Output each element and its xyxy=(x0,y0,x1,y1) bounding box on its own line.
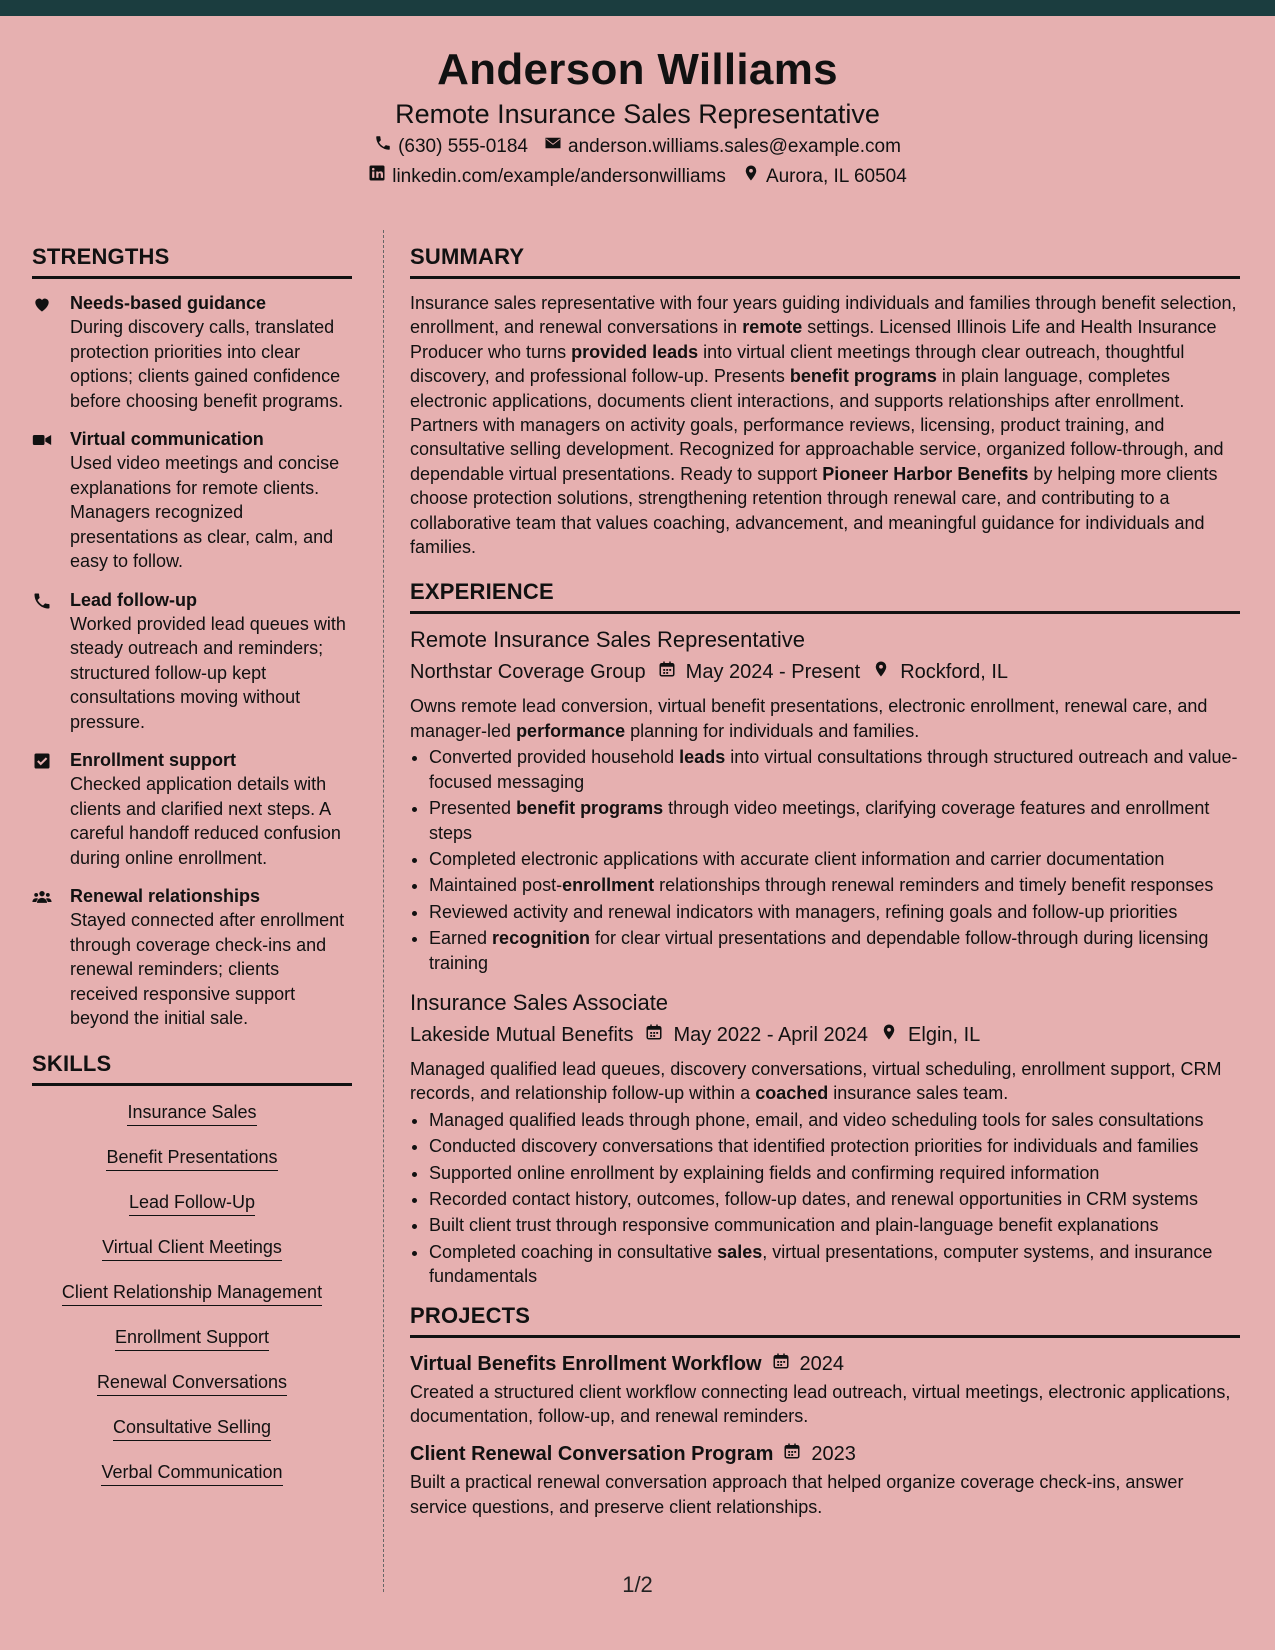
map-pin-icon xyxy=(872,658,890,686)
skill-row xyxy=(32,1190,352,1235)
project-description: Created a structured client workflow connecting lead outreach, virtual meetings, electronic applications, documentation, follow-up, and renewal reminders. xyxy=(410,1381,1231,1426)
project-year: 2023 xyxy=(811,1443,856,1466)
bullet-item: • Managed qualified leads through phone, email, and video scheduling tools for sales consultations xyxy=(429,1108,1240,1132)
strength-body xyxy=(70,427,352,574)
project-description: Built a practical renewal conversation approach that helped organize coverage check-ins, answer service questions, and preserve client relationships. xyxy=(410,1472,1184,1517)
bullet-item: • Converted provided household leads into virtual consultations through structured outreach and value-focused messaging xyxy=(429,745,1240,794)
skills-list xyxy=(32,1100,352,1505)
skill-item: Lead Follow-Up xyxy=(129,1190,255,1216)
map-pin-icon xyxy=(742,162,760,192)
company-name: Lakeside Mutual Benefits xyxy=(410,1023,634,1046)
strengths-heading: STRENGTHS xyxy=(32,244,352,279)
video-icon xyxy=(32,427,70,574)
skill-row xyxy=(32,1100,352,1145)
checkbox-icon xyxy=(32,748,70,870)
email-text: anderson.williams.sales@example.com xyxy=(568,136,901,157)
contact-phone[interactable] xyxy=(374,132,528,162)
location-text: Aurora, IL 60504 xyxy=(765,166,907,187)
job-meta xyxy=(410,1021,1240,1049)
skill-item: Enrollment Support xyxy=(115,1325,269,1351)
skill-row xyxy=(32,1325,352,1370)
job-dates-text: May 2022 - April 2024 xyxy=(673,1023,869,1046)
job-title: Insurance Sales Associate xyxy=(410,989,669,1015)
bullet-item: • Supported online enrollment by explaining fields and confirming required information xyxy=(429,1161,1240,1185)
skill-item: Renewal Conversations xyxy=(97,1370,287,1396)
job-bullets xyxy=(410,745,1240,975)
company-name: Northstar Coverage Group xyxy=(410,661,646,684)
bullet-item: • Recorded contact history, outcomes, follow-up dates, and renewal opportunities in CRM systems xyxy=(429,1187,1240,1211)
left-column xyxy=(32,244,352,1505)
strength-title: Enrollment support xyxy=(70,750,236,770)
skill-row xyxy=(32,1235,352,1280)
project-header xyxy=(410,1440,1240,1468)
strengths-list xyxy=(32,291,352,1031)
users-icon xyxy=(32,884,70,1031)
skills-heading: SKILLS xyxy=(32,1051,352,1086)
job-dates-text: May 2024 - Present xyxy=(685,661,861,684)
job-dates xyxy=(658,658,861,686)
right-column xyxy=(410,244,1240,1531)
strength-desc: Checked application details with clients and clarified next steps. A careful handoff reduced confusion during online enrollment. xyxy=(70,774,341,868)
project-year: 2024 xyxy=(799,1352,845,1375)
job-entry xyxy=(410,989,1240,1289)
linkedin-icon xyxy=(368,162,386,192)
column-divider xyxy=(383,230,384,1592)
job-location xyxy=(880,1021,980,1049)
job-description: Owns remote lead conversion, virtual benefit presentations, electronic enrollment, renewal care, and manager-led performance planning for individuals and families. xyxy=(410,696,1208,741)
summary-heading: SUMMARY xyxy=(410,244,1240,279)
skill-row xyxy=(32,1370,352,1415)
candidate-name: Anderson Williams xyxy=(437,45,838,94)
summary-text: Insurance sales representative with four years guiding individuals and families through benefit selection, enrollment, and renewal conversations in remote settings. Licensed Illinois Life and Health Insurance Producer who turns provided leads into virtual client meetings through clear outreach, thoughtful discovery, and professional follow-up. Presents benefit programs in plain language, completes electronic applications, documents client interactions, and supports relationships after enrollment. Partners with managers on activity goals, performance reviews, licensing, product training, and consultative selling development. Recognized for approachable service, organized follow-through, and dependable virtual presentations. Ready to support Pioneer Harbor Benefits by helping more clients choose protection solutions, strengthening retention through renewal care, and contributing to a collaborative team that values coaching, advancement, and meaningful guidance for individuals and families. xyxy=(410,293,1237,558)
phone-icon xyxy=(32,588,70,735)
strength-desc: Worked provided lead queues with steady outreach and reminders; structured follow-up kept consultations moving without pressure. xyxy=(70,613,346,732)
strength-title: Lead follow-up xyxy=(70,589,197,610)
contact-row-2 xyxy=(0,162,1275,192)
job-bullets xyxy=(410,1108,1240,1289)
bullet-item: • Built client trust through responsive communication and plain-language benefit explanations xyxy=(429,1213,1240,1237)
contact-linkedin[interactable] xyxy=(368,162,726,192)
skill-item: Virtual Client Meetings xyxy=(102,1235,282,1261)
strength-item xyxy=(32,588,352,735)
linkedin-text: linkedin.com/example/andersonwilliams xyxy=(392,166,726,187)
projects-heading: PROJECTS xyxy=(410,1303,1240,1338)
calendar-icon xyxy=(772,1350,790,1378)
top-accent-bar xyxy=(0,0,1275,16)
project-entry xyxy=(410,1440,1240,1519)
job-title: Remote Insurance Sales Representative xyxy=(410,627,805,653)
job-meta xyxy=(410,658,1240,686)
job-location-text: Rockford, IL xyxy=(900,661,1009,684)
project-header xyxy=(410,1350,1240,1378)
strength-item xyxy=(32,427,352,574)
resume-header xyxy=(0,16,1275,204)
project-entry xyxy=(410,1350,1240,1429)
calendar-icon xyxy=(783,1440,801,1468)
skill-item: Consultative Selling xyxy=(113,1415,271,1441)
strength-item xyxy=(32,884,352,1031)
bullet-item: • Completed coaching in consultative sales, virtual presentations, computer systems, and insurance fundamentals xyxy=(429,1240,1240,1289)
bullet-item: • Completed electronic applications with accurate client information and carrier documentation xyxy=(429,847,1240,871)
experience-list xyxy=(410,626,1240,1288)
bullet-item: • Maintained post-enrollment relationships through renewal reminders and timely benefit responses xyxy=(429,873,1240,897)
contact-row-1 xyxy=(0,132,1275,162)
job-dates xyxy=(645,1021,868,1049)
strength-title: Renewal relationships xyxy=(70,886,261,906)
strength-item xyxy=(32,291,352,413)
strength-desc: Used video meetings and concise explanations for remote clients. Managers recognized presentations as clear, calm, and easy to follow. xyxy=(70,453,340,571)
projects-list xyxy=(410,1350,1240,1520)
strength-body xyxy=(70,291,352,413)
experience-heading: EXPERIENCE xyxy=(410,579,1240,614)
skill-row xyxy=(32,1280,352,1325)
skill-row xyxy=(32,1415,352,1460)
page-number: 1/2 xyxy=(622,1572,653,1597)
strength-desc: Stayed connected after enrollment through coverage check-ins and renewal reminders; clients received responsive support beyond the initial sale. xyxy=(70,910,345,1028)
contact-location xyxy=(742,162,907,192)
calendar-icon xyxy=(658,658,676,686)
bullet-item: • Reviewed activity and renewal indicators with managers, refining goals and follow-up priorities xyxy=(429,900,1240,924)
phone-text: (630) 555-0184 xyxy=(398,136,528,157)
skill-item: Client Relationship Management xyxy=(62,1280,322,1306)
heart-icon xyxy=(32,291,70,413)
job-location-text: Elgin, IL xyxy=(908,1023,981,1046)
strength-item xyxy=(32,748,352,870)
skill-row xyxy=(32,1145,352,1190)
envelope-icon xyxy=(544,132,562,162)
candidate-title: Remote Insurance Sales Representative xyxy=(395,99,880,129)
project-title: Client Renewal Conversation Program xyxy=(410,1443,774,1466)
job-description: Managed qualified lead queues, discovery conversations, virtual scheduling, enrollment support, CRM records, and relationship follow-up within a coached insurance sales team. xyxy=(410,1058,1222,1104)
job-location xyxy=(872,658,1008,686)
strength-body xyxy=(70,884,352,1031)
job-entry xyxy=(410,626,1240,974)
skill-item: Insurance Sales xyxy=(127,1100,256,1126)
bullet-item: • Earned recognition for clear virtual presentations and dependable follow-through during licensing training xyxy=(429,926,1240,975)
strength-title: Needs-based guidance xyxy=(70,293,267,313)
calendar-icon xyxy=(645,1021,663,1049)
bullet-item: • Presented benefit programs through video meetings, clarifying coverage features and enrollment steps xyxy=(429,796,1240,845)
strength-body xyxy=(70,748,352,870)
contact-email[interactable] xyxy=(544,132,901,162)
skill-item: Verbal Communication xyxy=(101,1460,282,1486)
strength-title: Virtual communication xyxy=(70,429,264,449)
skill-row xyxy=(32,1460,352,1505)
bullet-item: • Conducted discovery conversations that identified protection priorities for individuals and families xyxy=(429,1134,1240,1158)
skill-item: Benefit Presentations xyxy=(106,1145,277,1171)
map-pin-icon xyxy=(880,1021,898,1049)
strength-body xyxy=(70,588,352,735)
phone-icon xyxy=(374,132,392,162)
project-title: Virtual Benefits Enrollment Workflow xyxy=(410,1352,762,1375)
strength-desc: During discovery calls, translated protection priorities into clear options; clients gained confidence before choosing benefit programs. xyxy=(70,317,344,411)
